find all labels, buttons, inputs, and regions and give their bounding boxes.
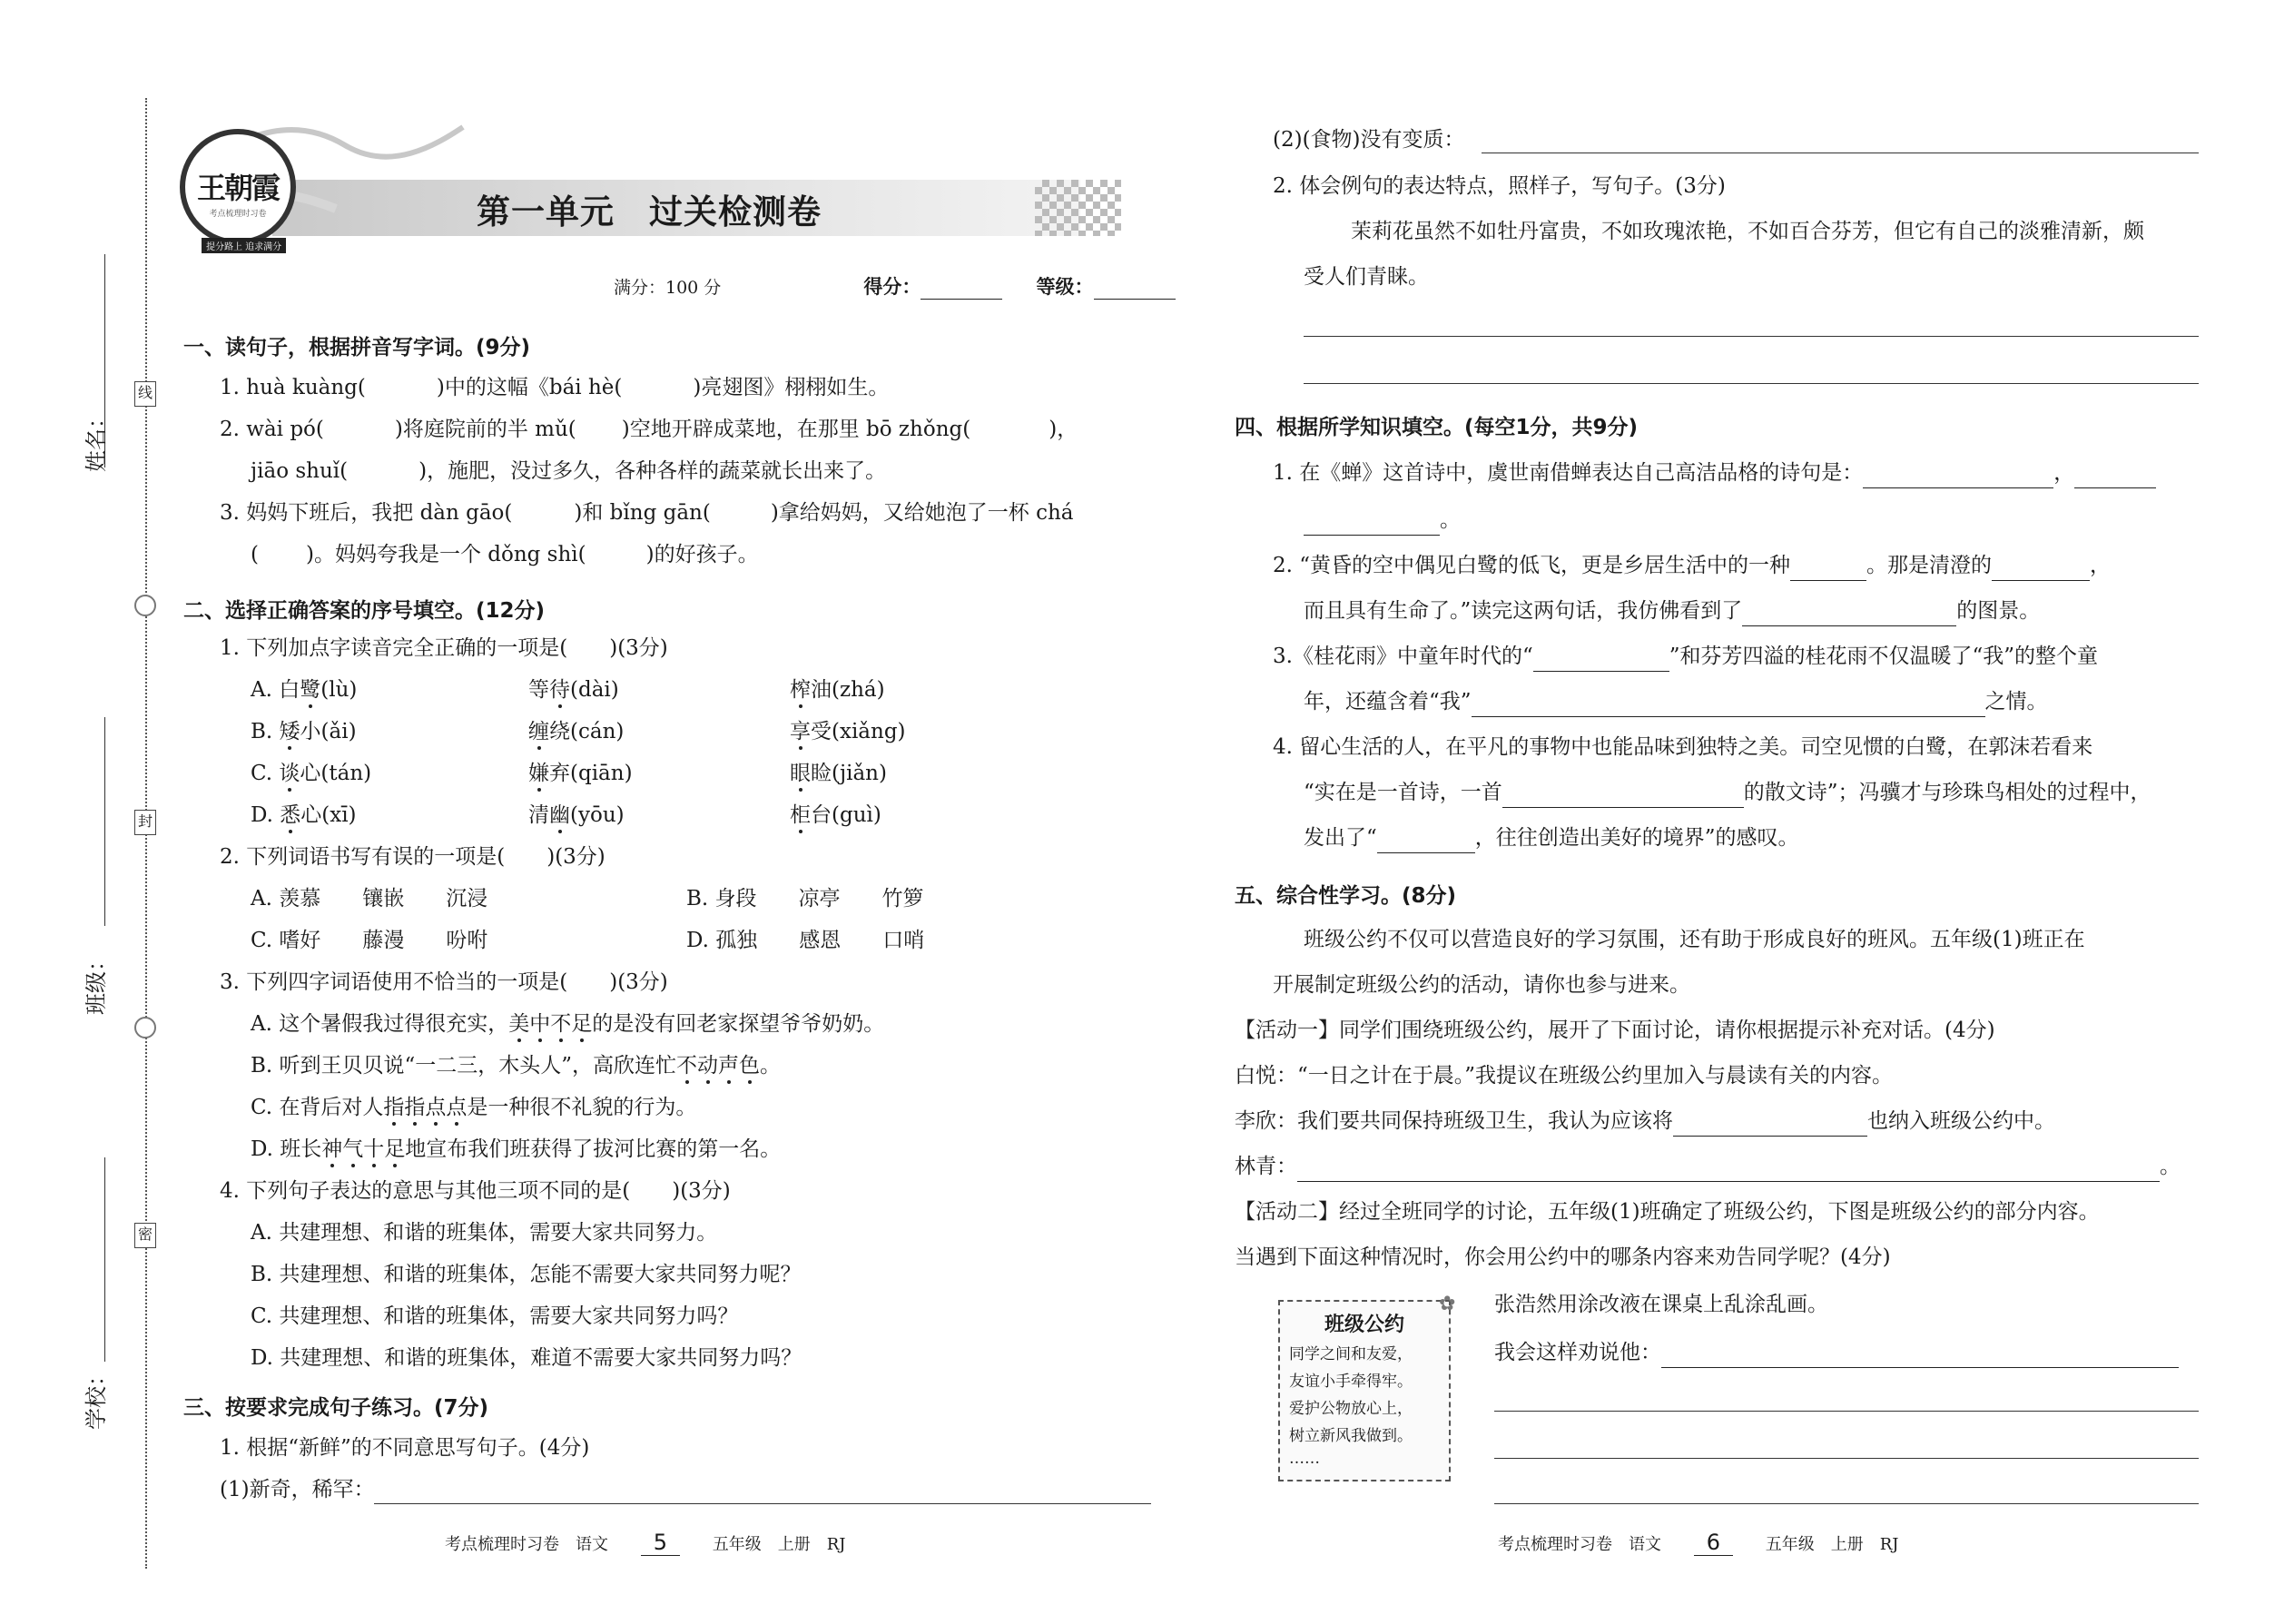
dotted-char: 声	[718, 1054, 740, 1078]
blank[interactable]	[1297, 1159, 2160, 1182]
s2-q3-option-c[interactable]	[251, 1092, 696, 1123]
text: 弃(qiān)	[549, 762, 633, 785]
dotted-char: 享	[790, 720, 811, 743]
s2-q2-option-c[interactable]: C. 嗜好 藤漫 吩咐	[251, 929, 488, 952]
text: 林青：	[1235, 1155, 1297, 1178]
s3-q1-b-label: (2)(食物)没有变质：	[1273, 128, 1465, 152]
s4-q4-line2	[1304, 777, 2151, 808]
right-footer	[1498, 1530, 1899, 1556]
page-number: 6	[1694, 1530, 1733, 1556]
s2-q3: 3. 下列四字词语使用不恰当的一项是( )(3分)	[220, 970, 668, 994]
class-convention-line: ……	[1289, 1450, 1320, 1468]
text: 3. 妈妈下班后，我把 dàn gāo(	[220, 501, 513, 525]
dotted-char: 十	[363, 1137, 385, 1161]
text: (yōu)	[570, 803, 625, 827]
text: 油(zhá)	[811, 678, 885, 702]
dotted-word	[383, 1096, 467, 1119]
text: “实在是一首诗，一首	[1304, 781, 1502, 804]
dotted-char: 嫌	[528, 762, 549, 785]
s5-answer-line-1[interactable]	[1494, 1411, 2199, 1412]
text: )亮翅图》栩栩如生。	[693, 376, 890, 399]
text: 的散文诗”；冯骥才与珍珠鸟相处的过程中，	[1743, 781, 2151, 804]
dotted-char: 缠	[528, 720, 549, 743]
dotted-char: 幽	[549, 803, 570, 827]
s2-q3-option-b[interactable]	[251, 1050, 781, 1081]
text: 绕(cán)	[549, 720, 625, 743]
text: 台(guì)	[811, 803, 881, 827]
blank[interactable]	[1533, 649, 1669, 672]
section-2-heading: 二、选择正确答案的序号填空。(12分)	[183, 599, 546, 623]
text: ，	[2090, 554, 2112, 577]
blank[interactable]	[1377, 831, 1475, 853]
s5-case: 张浩然用涂改液在课桌上乱涂乱画。	[1494, 1293, 1828, 1316]
footer-grade: 五年级 上册 RJ	[712, 1535, 846, 1554]
blank[interactable]	[1502, 785, 1744, 808]
dotted-char: 指	[404, 1096, 426, 1119]
section-5-heading: 五、综合性学习。(8分)	[1235, 884, 1457, 908]
dotted-word	[508, 1012, 592, 1036]
text: (	[251, 543, 259, 566]
dotted-char: 柜	[790, 803, 811, 827]
text: 睑(jiǎn)	[811, 762, 887, 785]
text: 清	[528, 803, 549, 827]
s2-q4-option-d[interactable]: D. 共建理想、和谐的班集体，难道不需要大家共同努力吗？	[251, 1346, 802, 1370]
s2-q4-option-c[interactable]: C. 共建理想、和谐的班集体，需要大家共同努力吗？	[251, 1304, 739, 1328]
s3-q2-example-1: 茉莉花虽然不如牡丹富贵，不如玫瑰浓艳，不如百合芬芳，但它有自己的淡雅清新，颇	[1351, 220, 2144, 243]
dotted-char: 动	[697, 1054, 719, 1078]
dotted-word	[676, 1054, 760, 1078]
text: A. 白	[251, 678, 300, 702]
grade-label: 等级：	[1036, 276, 1094, 298]
gutter-school-line	[104, 1157, 105, 1362]
text: )拿给妈妈，又给她泡了一杯 chá	[770, 501, 1074, 525]
page-number: 5	[641, 1530, 680, 1556]
dotted-char: 指	[383, 1096, 405, 1119]
dotted-char: 不	[676, 1054, 698, 1078]
s5-lixin	[1235, 1106, 2055, 1137]
brand-logo-small: 考点梳理时习卷	[209, 210, 267, 219]
section-3-heading: 三、按要求完成句子练习。(7分)	[183, 1396, 489, 1420]
dotted-char: 待	[549, 678, 570, 702]
score-line	[614, 272, 1176, 300]
text: 2. “黄昏的空中偶见白鹭的低飞，更是乡居生活中的一种	[1273, 554, 1791, 577]
text: 而且具有生命了。”读完这两句话，我仿佛看到了	[1304, 599, 1743, 623]
text: A. 这个暑假我过得很充实，	[251, 1012, 509, 1036]
text: )。妈妈夸我是一个 dǒng shì(	[305, 543, 586, 566]
text: 的图景。	[1956, 599, 2041, 623]
section-1-heading: 一、读句子，根据拼音写字词。(9分)	[183, 336, 531, 359]
footer-book: 考点梳理时习卷 语文	[445, 1535, 608, 1554]
text: 我会这样劝说他：	[1494, 1341, 1661, 1364]
s3-q2-answer-line-2[interactable]	[1304, 383, 2199, 384]
seal-char-xian: 线	[134, 381, 156, 407]
s3-q2: 2. 体会例句的表达特点，照样子，写句子。(3分)	[1273, 174, 1726, 198]
text: 2. wài pó(	[220, 418, 324, 441]
blank[interactable]	[2074, 466, 2156, 488]
s5-baiyue: 白悦：“一日之计在于晨。”我提议在班级公约里加入与晨读有关的内容。	[1235, 1064, 1894, 1088]
text: 之情。	[1984, 690, 2048, 714]
text: ”和芬芳四溢的桂花雨不仅温暖了“我”的整个童	[1669, 645, 2098, 668]
flower-icon: ✿	[1439, 1293, 1456, 1315]
s4-q1-line1	[1273, 458, 2156, 488]
text: ，往往创造出美好的境界”的感叹。	[1474, 826, 1799, 850]
gutter-ornament	[134, 595, 156, 616]
text: 心(xī)	[300, 803, 357, 827]
blank[interactable]	[1992, 558, 2090, 581]
dotted-char: 矮	[279, 720, 300, 743]
text: 1. 在《蝉》这首诗中，虞世南借蝉表达自己高洁品格的诗句是：	[1273, 461, 1864, 485]
text: D.	[251, 803, 281, 827]
s3-q2-answer-line-1[interactable]	[1304, 336, 2199, 337]
score-label: 得分：	[863, 276, 921, 298]
s4-q3-line2	[1304, 686, 2048, 717]
seal-char-feng: 封	[134, 810, 156, 835]
left-footer	[445, 1530, 846, 1556]
dotted-char: 神	[321, 1137, 343, 1161]
text: 小(ǎi)	[300, 720, 357, 743]
s2-q1: 1. 下列加点字读音完全正确的一项是( )(3分)	[220, 636, 668, 660]
s5-activity-1: 【活动一】同学们围绕班级公约，展开了下面讨论，请你根据提示补充对话。(4分)	[1235, 1019, 1995, 1042]
s3-q1: 1. 根据“新鲜”的不同意思写句子。(4分)	[220, 1436, 590, 1460]
s5-answer-line-2[interactable]	[1494, 1458, 2199, 1459]
full-score: 满分：100 分	[614, 278, 722, 298]
blank[interactable]	[1742, 604, 1956, 626]
s3-q1-a-answer-line[interactable]	[374, 1503, 1151, 1504]
seal-char-mi: 密	[134, 1223, 156, 1248]
blank[interactable]	[1863, 466, 2053, 488]
s1-q2-line1	[220, 414, 1078, 445]
dotted-char: 中	[529, 1012, 551, 1036]
text: 年，还蕴含着“我”	[1304, 690, 1472, 714]
text: B.	[251, 720, 280, 743]
dotted-char: 鹭	[300, 678, 321, 702]
text: 。	[2160, 1155, 2181, 1178]
s1-q3-line1	[220, 497, 1074, 528]
score-input[interactable]	[921, 277, 1002, 300]
page-title: 第一单元 过关检测卷	[477, 192, 822, 231]
dotted-char: 谈	[279, 762, 300, 785]
text: )空地开辟成菜地，在那里 bō zhǒng(	[621, 418, 971, 441]
s2-q2-option-b[interactable]: B. 身段 凉亭 竹箩	[686, 887, 924, 910]
gutter-ornament	[134, 1017, 156, 1038]
s2-q2: 2. 下列词语书写有误的一项是( )(3分)	[220, 845, 605, 869]
s5-persuade	[1494, 1337, 2179, 1368]
text: 地宣布我们班获得了拔河比赛的第一名。	[405, 1137, 782, 1161]
text: C. 在背后对人	[251, 1096, 384, 1119]
dotted-char: 气	[342, 1137, 364, 1161]
s2-q3-option-d[interactable]	[251, 1134, 781, 1165]
text: B. 听到王贝贝说“一二三，木头人”，高欣连忙	[251, 1054, 677, 1078]
s2-q4-option-a[interactable]: A. 共建理想、和谐的班集体，需要大家共同努力。	[251, 1221, 718, 1245]
text: 发出了“	[1304, 826, 1377, 850]
s3-q2-example-2: 受人们青睐。	[1304, 265, 1429, 289]
s1-q1	[220, 372, 889, 403]
text: (dài)	[570, 678, 619, 702]
s4-q4-line3	[1304, 822, 1799, 853]
class-convention-title: 班级公约	[1324, 1314, 1404, 1336]
dotted-char: 美	[508, 1012, 530, 1036]
class-convention-box	[1278, 1300, 1451, 1481]
blank[interactable]	[1304, 513, 1440, 536]
s3-q1-a-label: (1)新奇，稀罕：	[220, 1478, 375, 1501]
s4-q4-line1: 4. 留心生活的人，在平凡的事物中也能品味到独特之美。司空见惯的白鹭，在郭沫若看来	[1273, 735, 2093, 759]
blank[interactable]	[1472, 694, 1985, 717]
section-4-heading: 四、根据所学知识填空。(每空1分，共9分)	[1235, 416, 1639, 439]
text: 3.《桂花雨》中童年时代的“	[1273, 645, 1533, 668]
s5-linqing	[1235, 1151, 2181, 1182]
s4-q2-line2	[1304, 595, 2040, 626]
s1-q2-line2	[251, 456, 886, 487]
text: (lù)	[320, 678, 358, 702]
footer-grade: 五年级 上册 RJ	[1765, 1535, 1899, 1554]
s2-q2-option-a[interactable]: A. 羡慕 镶嵌 沉浸	[251, 887, 488, 910]
s5-intro-1: 班级公约不仅可以营造良好的学习氛围，还有助于形成良好的班风。五年级(1)班正在	[1304, 928, 2085, 951]
grade-input[interactable]	[1094, 277, 1176, 300]
brand-logo	[180, 129, 296, 245]
blank[interactable]	[1790, 558, 1866, 581]
dotted-char: 悉	[280, 803, 301, 827]
gutter-class-line	[104, 717, 105, 926]
s4-q2-line1	[1273, 550, 2111, 581]
text: 。	[760, 1054, 782, 1078]
s5-activity-2-line1: 【活动二】经过全班同学的讨论，五年级(1)班确定了班级公约，下图是班级公约的部分内容。	[1235, 1200, 2100, 1224]
dotted-word	[321, 1137, 405, 1161]
text: D. 班长	[251, 1137, 322, 1161]
dotted-char: 榨	[790, 678, 811, 702]
s5-intro-2: 开展制定班级公约的活动，请你也参与进来。	[1273, 973, 1690, 997]
gutter-name-label: 姓名：	[84, 407, 109, 472]
s2-q2-option-d[interactable]: D. 孤独 感恩 口哨	[686, 929, 925, 952]
footer-book: 考点梳理时习卷 语文	[1498, 1535, 1661, 1554]
text: C.	[251, 762, 280, 785]
dotted-char: 点	[425, 1096, 447, 1119]
text: 是一种很不礼貌的行为。	[467, 1096, 697, 1119]
dotted-char: 点	[446, 1096, 468, 1119]
s2-q3-option-a[interactable]	[251, 1009, 884, 1039]
s4-q3-line1	[1273, 641, 2098, 672]
dotted-char: 足	[571, 1012, 593, 1036]
s5-activity-2-line2: 当遇到下面这种情况时，你会用公约中的哪条内容来劝告同学呢？(4分)	[1235, 1245, 1891, 1269]
brand-tagline: 提分路上 追求满分	[202, 238, 286, 253]
text: )的好孩子。	[645, 543, 759, 566]
text: 也纳入班级公约中。	[1867, 1109, 2055, 1133]
text: )和 bǐng gān(	[574, 501, 711, 525]
text: 李欣：我们要共同保持班级卫生，我认为应该将	[1235, 1109, 1673, 1133]
text: 。	[1440, 508, 1461, 532]
s5-answer-line-3[interactable]	[1494, 1503, 2199, 1504]
dotted-char: 色	[739, 1054, 761, 1078]
text: 1. huà kuàng(	[220, 376, 366, 399]
blank[interactable]	[1661, 1345, 2179, 1368]
dotted-char: 眼	[790, 762, 811, 785]
dotted-char: 足	[384, 1137, 406, 1161]
class-convention-line: 同学之间和友爱，	[1289, 1345, 1413, 1363]
text: )，	[1049, 418, 1078, 441]
gutter-school-label: 学校：	[84, 1364, 109, 1430]
brand-logo-text: 王朝霞	[196, 171, 279, 205]
dotted-char: 不	[550, 1012, 572, 1036]
text: jiāo shuǐ(	[251, 459, 349, 483]
text: 心(tán)	[300, 762, 372, 785]
class-convention-line: 爱护公物放心上，	[1289, 1400, 1413, 1418]
s1-q3-line2	[251, 539, 759, 570]
text: 等	[528, 678, 549, 702]
text: 受(xiǎng)	[811, 720, 906, 743]
text: )中的这幅《bái hè(	[436, 376, 623, 399]
gutter-class-label: 班级：	[84, 950, 109, 1015]
s4-q1-line2	[1304, 505, 1461, 536]
checker-decoration	[1035, 180, 1121, 236]
text: ，	[2053, 461, 2075, 485]
class-convention-line: 树立新风我做到。	[1289, 1427, 1413, 1445]
text: 的是没有回老家探望爷爷奶奶。	[592, 1012, 885, 1036]
class-convention-line: 友谊小手牵得牢。	[1289, 1373, 1413, 1391]
blank[interactable]	[1673, 1114, 1867, 1137]
text: )将庭院前的半 mǔ(	[394, 418, 576, 441]
text: )，施肥，没过多久，各种各样的蔬菜就长出来了。	[418, 459, 887, 483]
s2-q4: 4. 下列句子表达的意思与其他三项不同的是( )(3分)	[220, 1179, 731, 1203]
s2-q4-option-b[interactable]: B. 共建理想、和谐的班集体，怎能不需要大家共同努力呢？	[251, 1263, 802, 1286]
text: 。那是清澄的	[1866, 554, 1993, 577]
